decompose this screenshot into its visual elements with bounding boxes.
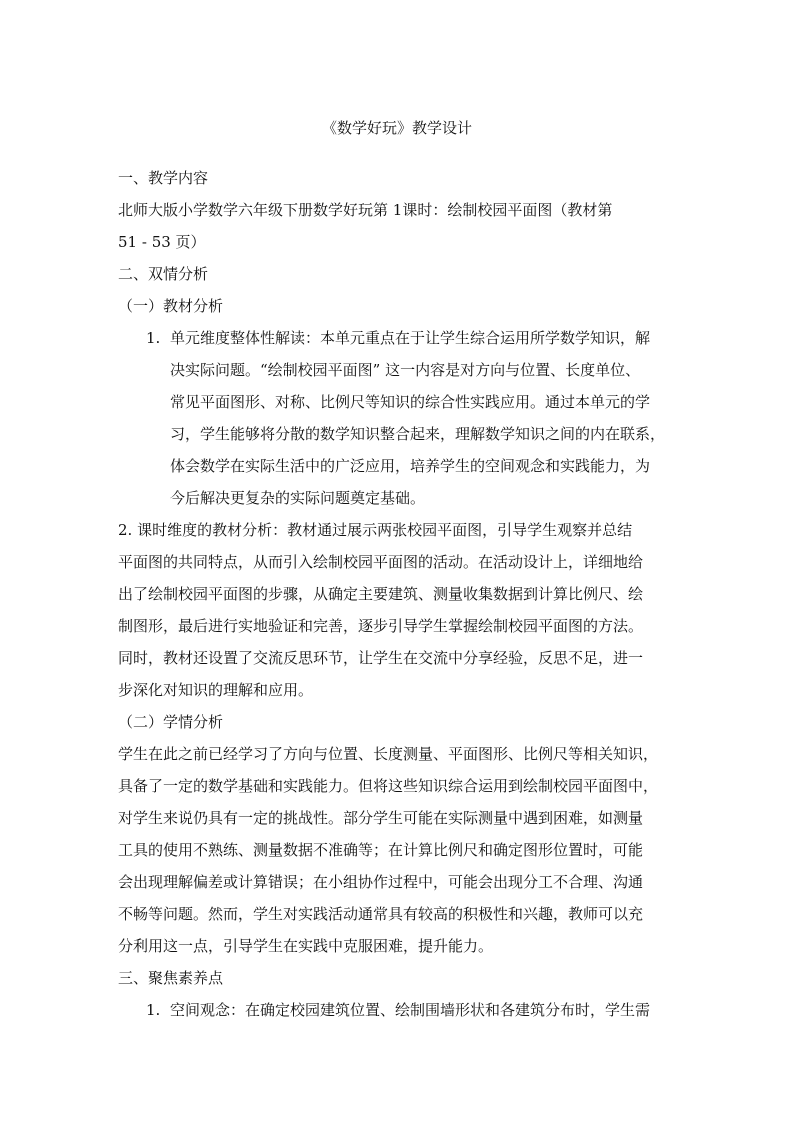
paragraph-line: 步深化对知识的理解和应用。 [118, 681, 314, 699]
document-title: 《数学好玩》教学设计 [321, 119, 472, 137]
paragraph-line: 2. 课时维度的教材分析：教材通过展示两张校园平面图，引导学生观察并总结 [118, 521, 633, 539]
paragraph-line: 不畅等问题。然而，学生对实践活动通常具有较高的积极性和兴趣，教师可以充 [118, 905, 644, 923]
section-1-text-line: 北师大版小学数学六年级下册数学好玩第 1课时：绘制校园平面图（教材第 [118, 201, 613, 219]
list-item-line: 决实际问题。“绘制校园平面图” 这一内容是对方向与位置、长度单位、 [170, 361, 641, 379]
paragraph-line: 具备了一定的数学基础和实践能力。但将这些知识综合运用到绘制校园平面图中， [118, 777, 659, 795]
paragraph-line: 会出现理解偏差或计算错误；在小组协作过程中，可能会出现分工不合理、沟通 [118, 873, 644, 891]
list-item-line: 常见平面图形、对称、比例尺等知识的综合性实践应用。通过本单元的学 [170, 393, 651, 411]
section-1-heading: 一、教学内容 [118, 169, 209, 187]
paragraph-line: 制图形，最后进行实地验证和完善，逐步引导学生掌握绘制校园平面图的方法。 [118, 617, 644, 635]
subsection-student-analysis: （二）学情分析 [118, 713, 224, 731]
section-1-text-line: 51 - 53 页） [118, 233, 206, 251]
section-2-heading: 二、双情分析 [118, 265, 209, 283]
paragraph-line: 出了绘制校园平面图的步骤，从确定主要建筑、测量收集数据到计算比例尺、绘 [118, 585, 644, 603]
paragraph-line: 分利用这一点，引导学生在实践中克服困难，提升能力。 [118, 937, 494, 955]
list-item-number: 1. [146, 329, 161, 347]
paragraph-line: 平面图的共同特点，从而引入绘制校园平面图的活动。在活动设计上，详细地给 [118, 553, 644, 571]
paragraph-line: 工具的使用不熟练、测量数据不准确等；在计算比例尺和确定图形位置时，可能 [118, 841, 644, 859]
list-item-line: 单元维度整体性解读：本单元重点在于让学生综合运用所学数学知识，解 [170, 329, 651, 347]
list-item-line: 体会数学在实际生活中的广泛应用，培养学生的空间观念和实践能力，为 [170, 457, 651, 475]
paragraph-line: 同时，教材还设置了交流反思环节，让学生在交流中分享经验，反思不足，进一 [118, 649, 644, 667]
paragraph-line: 学生在此之前已经学习了方向与位置、长度测量、平面图形、比例尺等相关知识， [118, 745, 659, 763]
paragraph-line: 对学生来说仍具有一定的挑战性。部分学生可能在实际测量中遇到困难，如测量 [118, 809, 644, 827]
list-item-line: 空间观念：在确定校园建筑位置、绘制围墙形状和各建筑分布时，学生需 [170, 1001, 651, 1019]
list-item-line: 习，学生能够将分散的数学知识整合起来，理解数学知识之间的内在联系， [170, 425, 666, 443]
list-item-number: 1. [146, 1001, 161, 1019]
section-3-heading: 三、聚焦素养点 [118, 969, 224, 987]
subsection-textbook-analysis: （一）教材分析 [118, 297, 224, 315]
list-item-line: 今后解决更复杂的实际问题奠定基础。 [170, 489, 426, 507]
